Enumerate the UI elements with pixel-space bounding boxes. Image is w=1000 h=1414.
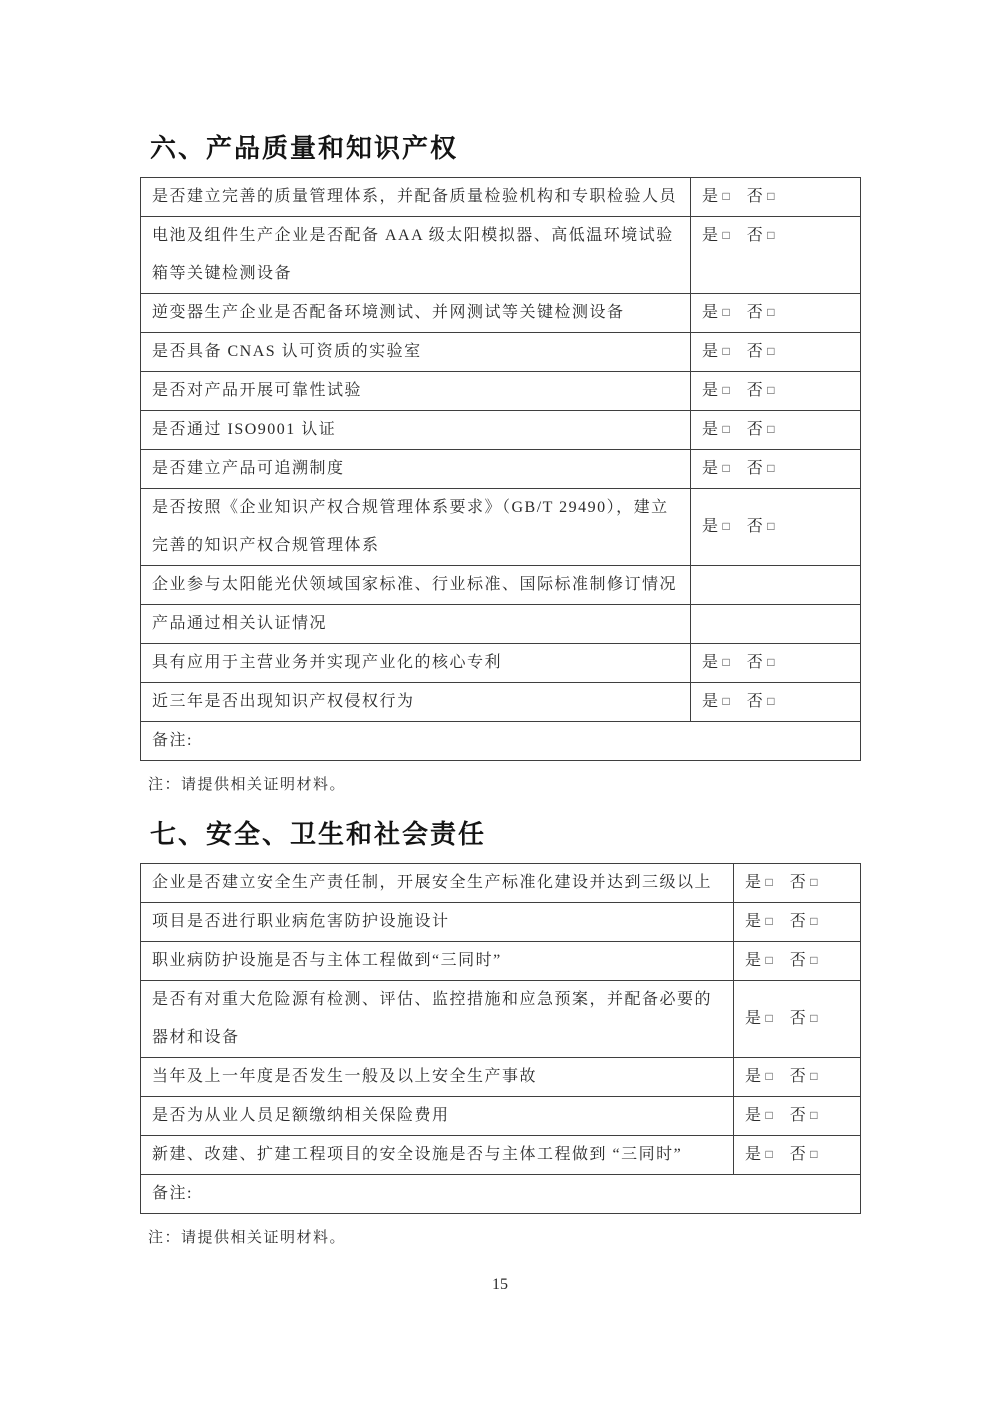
no-checkbox-icon: □: [767, 344, 775, 358]
remark-row: [141, 1175, 861, 1214]
remark-cell: 备注:: [141, 722, 861, 761]
answer-cell: [734, 864, 861, 903]
no-checkbox-icon: □: [810, 875, 818, 889]
question-cell: 近三年是否出现知识产权侵权行为: [141, 683, 691, 722]
no-option: [790, 1136, 818, 1174]
no-checkbox-icon: □: [810, 914, 818, 928]
question-cell: 是否具备 CNAS 认可资质的实验室: [141, 333, 691, 372]
yes-option: [745, 1000, 773, 1038]
yes-label: 是: [745, 1146, 763, 1163]
question-cell: 具有应用于主营业务并实现产业化的核心专利: [141, 644, 691, 683]
yes-label: 是: [745, 952, 763, 969]
table-row: [141, 981, 861, 1058]
no-option: [747, 217, 775, 255]
yes-checkbox-icon: □: [722, 461, 730, 475]
question-cell: 当年及上一年度是否发生一般及以上安全生产事故: [141, 1058, 734, 1097]
yes-option: [702, 450, 730, 488]
answer-cell: [691, 489, 861, 566]
yes-checkbox-icon: □: [765, 953, 773, 967]
question-cell: 是否对产品开展可靠性试验: [141, 372, 691, 411]
no-label: 否: [746, 693, 765, 710]
yes-checkbox-icon: □: [765, 1011, 773, 1025]
table-row: [141, 1097, 861, 1136]
yes-checkbox-icon: □: [765, 1147, 773, 1161]
question-cell: 电池及组件生产企业是否配备 AAA 级太阳模拟器、高低温环境试验箱等关键检测设备: [141, 217, 691, 294]
answer-cell: [734, 981, 861, 1058]
section-7-note: 注：请提供相关证明材料。: [148, 1230, 347, 1246]
no-checkbox-icon: □: [810, 953, 818, 967]
question-cell: 是否建立产品可追溯制度: [141, 450, 691, 489]
answer-cell: [691, 683, 861, 722]
no-option: [790, 1058, 818, 1096]
table-row: [141, 1136, 861, 1175]
no-option: [747, 683, 775, 721]
no-label: 否: [789, 1107, 808, 1124]
table-row: [141, 294, 861, 333]
answer-cell: [691, 644, 861, 683]
table-row: [141, 450, 861, 489]
no-checkbox-icon: □: [810, 1108, 818, 1122]
question-cell: 产品通过相关认证情况: [141, 605, 691, 644]
table-row: [141, 372, 861, 411]
no-label: 否: [789, 1146, 808, 1163]
yes-option: [702, 372, 730, 410]
yes-checkbox-icon: □: [722, 422, 730, 436]
yes-option: [702, 333, 730, 371]
section-7-title: 七、安全、卫生和社会责任: [150, 819, 487, 849]
yes-option: [702, 294, 730, 332]
yes-label: 是: [702, 343, 720, 360]
answer-cell: [691, 294, 861, 333]
table-row: [141, 178, 861, 217]
no-option: [747, 644, 775, 682]
no-checkbox-icon: □: [810, 1011, 818, 1025]
question-cell: 是否为从业人员足额缴纳相关保险费用: [141, 1097, 734, 1136]
yes-label: 是: [702, 421, 720, 438]
no-option: [747, 333, 775, 371]
yes-checkbox-icon: □: [722, 189, 730, 203]
yes-checkbox-icon: □: [765, 875, 773, 889]
yes-label: 是: [745, 1107, 763, 1124]
no-label: 否: [746, 460, 765, 477]
yes-option: [702, 683, 730, 721]
page-number: 15: [492, 1276, 508, 1293]
yes-option: [745, 1097, 773, 1135]
yes-label: 是: [702, 188, 720, 205]
no-checkbox-icon: □: [767, 694, 775, 708]
no-checkbox-icon: □: [767, 228, 775, 242]
no-checkbox-icon: □: [767, 655, 775, 669]
yes-label: 是: [702, 654, 720, 671]
yes-label: 是: [702, 382, 720, 399]
yes-checkbox-icon: □: [722, 383, 730, 397]
table-row: [141, 644, 861, 683]
no-option: [747, 508, 775, 546]
question-cell: 企业是否建立安全生产责任制，开展安全生产标准化建设并达到三级以上: [141, 864, 734, 903]
no-checkbox-icon: □: [810, 1147, 818, 1161]
answer-cell-empty: [691, 566, 861, 605]
no-label: 否: [789, 1068, 808, 1085]
yes-label: 是: [702, 304, 720, 321]
answer-cell: [691, 450, 861, 489]
safety-health-table: [140, 863, 861, 1214]
yes-checkbox-icon: □: [722, 694, 730, 708]
table-row: [141, 1058, 861, 1097]
yes-label: 是: [702, 227, 720, 244]
yes-checkbox-icon: □: [722, 305, 730, 319]
no-option: [747, 411, 775, 449]
table-row: [141, 864, 861, 903]
question-cell: 是否有对重大危险源有检测、评估、监控措施和应急预案，并配备必要的器材和设备: [141, 981, 734, 1058]
no-label: 否: [746, 421, 765, 438]
answer-cell: [734, 1097, 861, 1136]
no-label: 否: [746, 304, 765, 321]
question-cell: 新建、改建、扩建工程项目的安全设施是否与主体工程做到 “三同时”: [141, 1136, 734, 1175]
question-cell: 项目是否进行职业病危害防护设施设计: [141, 903, 734, 942]
no-label: 否: [746, 227, 765, 244]
remark-row: [141, 722, 861, 761]
yes-label: 是: [702, 460, 720, 477]
no-checkbox-icon: □: [767, 383, 775, 397]
table-row: [141, 489, 861, 566]
yes-label: 是: [745, 874, 763, 891]
no-checkbox-icon: □: [767, 461, 775, 475]
question-cell: 是否按照《企业知识产权合规管理体系要求》（GB/T 29490），建立完善的知识产权合规管理体系: [141, 489, 691, 566]
answer-cell: [691, 372, 861, 411]
answer-cell: [734, 942, 861, 981]
question-cell: 是否建立完善的质量管理体系，并配备质量检验机构和专职检验人员: [141, 178, 691, 217]
yes-checkbox-icon: □: [722, 519, 730, 533]
yes-label: 是: [745, 1068, 763, 1085]
answer-cell: [734, 1058, 861, 1097]
no-option: [790, 903, 818, 941]
yes-checkbox-icon: □: [765, 1069, 773, 1083]
no-option: [747, 294, 775, 332]
yes-checkbox-icon: □: [765, 914, 773, 928]
no-label: 否: [789, 913, 808, 930]
no-label: 否: [789, 1010, 808, 1027]
no-option: [790, 864, 818, 902]
no-label: 否: [746, 654, 765, 671]
yes-label: 是: [745, 1010, 763, 1027]
yes-option: [702, 217, 730, 255]
no-checkbox-icon: □: [810, 1069, 818, 1083]
yes-option: [702, 178, 730, 216]
no-option: [747, 450, 775, 488]
no-label: 否: [746, 382, 765, 399]
remark-cell: 备注:: [141, 1175, 861, 1214]
yes-label: 是: [702, 518, 720, 535]
yes-label: 是: [702, 693, 720, 710]
yes-option: [702, 411, 730, 449]
no-option: [747, 178, 775, 216]
table-row: [141, 942, 861, 981]
yes-option: [745, 942, 773, 980]
yes-checkbox-icon: □: [722, 228, 730, 242]
no-option: [790, 942, 818, 980]
no-label: 否: [746, 518, 765, 535]
no-checkbox-icon: □: [767, 305, 775, 319]
yes-option: [745, 864, 773, 902]
yes-option: [745, 1136, 773, 1174]
no-label: 否: [789, 874, 808, 891]
yes-checkbox-icon: □: [722, 344, 730, 358]
no-label: 否: [789, 952, 808, 969]
section-6-note: 注：请提供相关证明材料。: [148, 777, 347, 793]
table-row: [141, 411, 861, 450]
product-quality-ip-table: [140, 177, 861, 761]
table-row: [141, 605, 861, 644]
question-cell: 职业病防护设施是否与主体工程做到“三同时”: [141, 942, 734, 981]
no-option: [790, 1097, 818, 1135]
section-6-title: 六、产品质量和知识产权: [150, 133, 459, 163]
yes-option: [745, 903, 773, 941]
no-checkbox-icon: □: [767, 519, 775, 533]
no-label: 否: [746, 343, 765, 360]
yes-option: [702, 508, 730, 546]
answer-cell: [691, 411, 861, 450]
no-checkbox-icon: □: [767, 189, 775, 203]
question-cell: 企业参与太阳能光伏领域国家标准、行业标准、国际标准制修订情况: [141, 566, 691, 605]
answer-cell: [734, 1136, 861, 1175]
answer-cell: [734, 903, 861, 942]
yes-checkbox-icon: □: [722, 655, 730, 669]
yes-checkbox-icon: □: [765, 1108, 773, 1122]
question-cell: 是否通过 ISO9001 认证: [141, 411, 691, 450]
table-row: [141, 903, 861, 942]
no-option: [790, 1000, 818, 1038]
no-label: 否: [746, 188, 765, 205]
answer-cell: [691, 217, 861, 294]
table-row: [141, 683, 861, 722]
answer-cell: [691, 333, 861, 372]
no-checkbox-icon: □: [767, 422, 775, 436]
table-row: [141, 566, 861, 605]
answer-cell-empty: [691, 605, 861, 644]
answer-cell: [691, 178, 861, 217]
yes-option: [745, 1058, 773, 1096]
yes-option: [702, 644, 730, 682]
yes-label: 是: [745, 913, 763, 930]
table-row: [141, 217, 861, 294]
no-option: [747, 372, 775, 410]
question-cell: 逆变器生产企业是否配备环境测试、并网测试等关键检测设备: [141, 294, 691, 333]
table-row: [141, 333, 861, 372]
